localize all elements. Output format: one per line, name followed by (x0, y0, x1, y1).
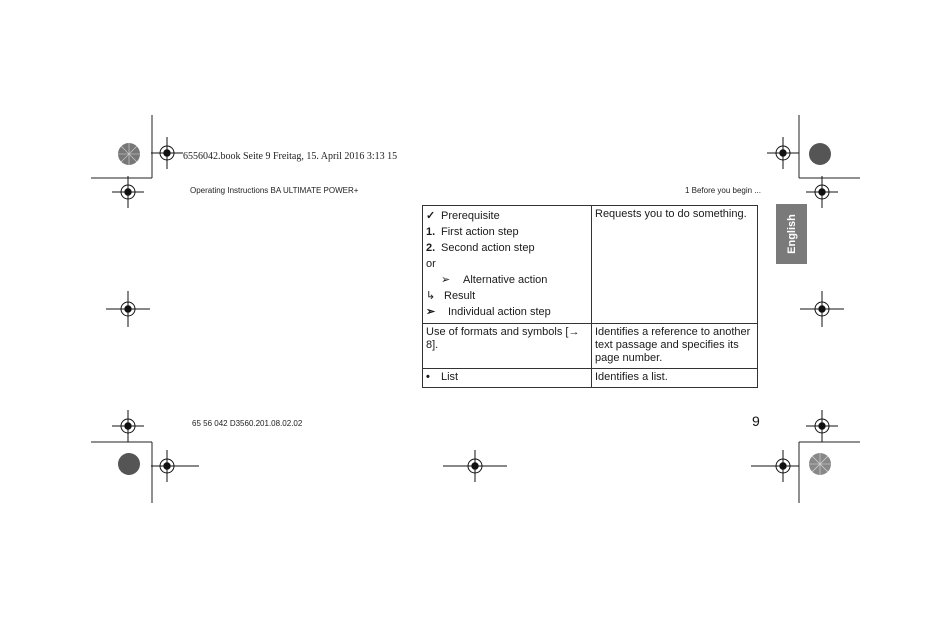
table-row (423, 206, 758, 324)
table-cell (423, 369, 592, 388)
page-number: 9 (752, 413, 760, 429)
result-label: Result (444, 290, 476, 302)
list-label: List (441, 371, 459, 383)
symbol-legend-table (422, 205, 758, 388)
header-title: Operating Instructions BA ULTIMATE POWER+ (190, 186, 359, 195)
print-info: 6556042.book Seite 9 Freitag, 15. April 2016 3:13 15 (183, 151, 398, 162)
table-cell (423, 206, 592, 324)
or-label: or (426, 258, 436, 270)
table-row (423, 324, 758, 369)
individual-step-label: Individual action step (448, 306, 551, 318)
table-row (423, 369, 758, 388)
language-tab (776, 204, 807, 264)
arrow-icon: ➢ (441, 274, 451, 286)
step-number: 1. (426, 226, 436, 238)
step-label: Second action step (441, 242, 535, 254)
bullet-icon: • (426, 371, 430, 383)
table-cell: Identifies a reference to another text passage and specifies its page number. (592, 324, 758, 369)
header-section: 1 Before you begin ... (684, 186, 761, 195)
document-code: 65 56 042 D3560.201.08.02.02 (192, 419, 303, 428)
alternative-action-label: Alternative action (463, 274, 548, 286)
step-label: First action step (441, 226, 519, 238)
arrow-icon: ➢ (426, 306, 436, 318)
step-number: 2. (426, 242, 436, 254)
result-arrow-icon: ↳ (426, 290, 436, 302)
table-cell: Requests you to do something. (592, 206, 758, 324)
table-cell: Identifies a list. (592, 369, 758, 388)
check-icon: ✓ (426, 210, 436, 222)
language-tab-label: English (785, 214, 798, 254)
prerequisite-label: Prerequisite (441, 210, 500, 222)
table-cell: Use of formats and symbols [→ 8]. (423, 324, 592, 369)
